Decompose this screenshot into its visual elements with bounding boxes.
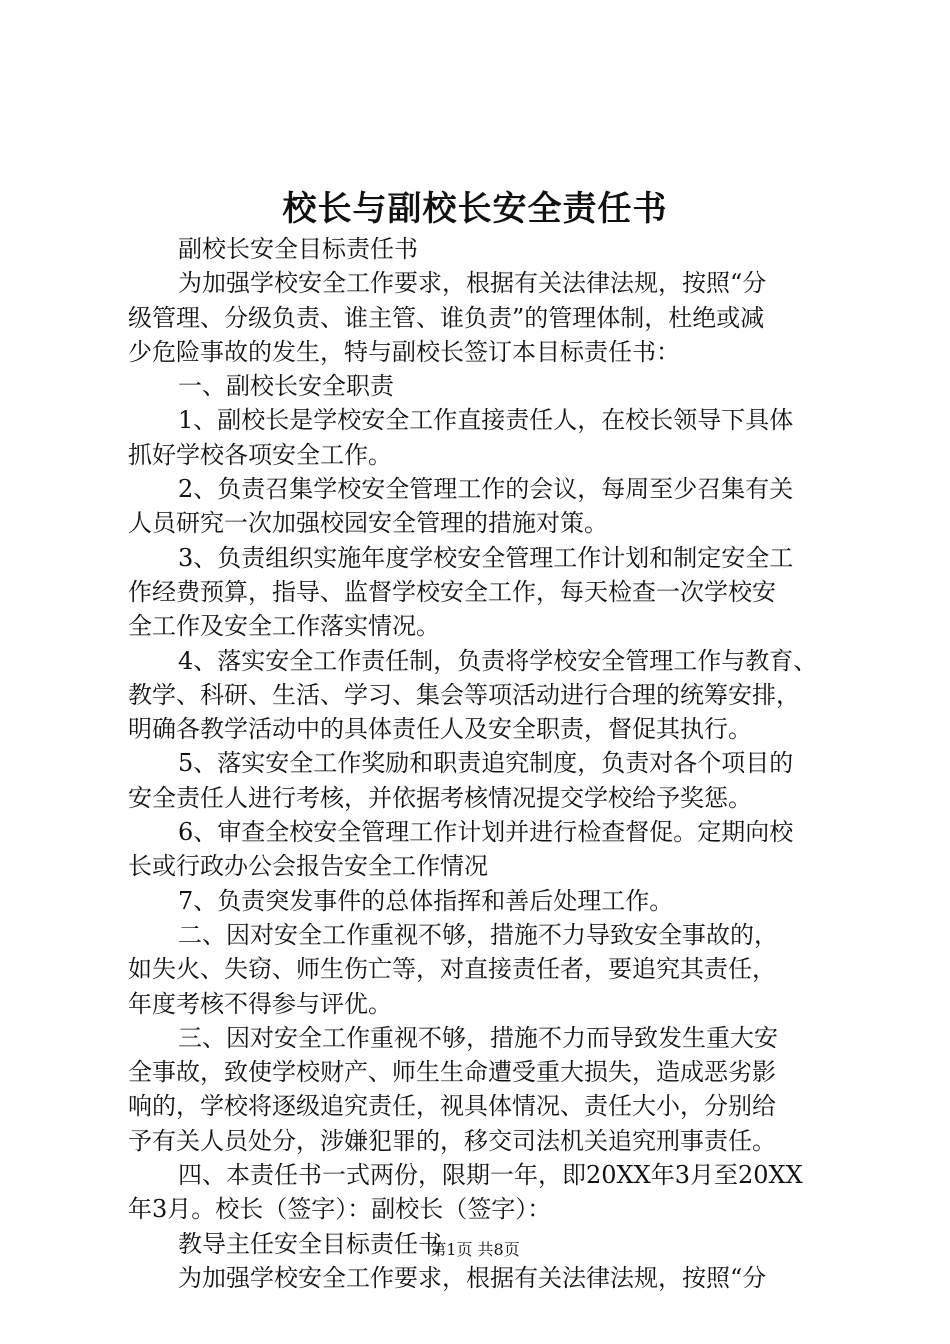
paragraph-line: 1、副校长是学校安全工作直接责任人，在校长领导下具体 <box>178 406 794 435</box>
paragraph-line: 四、本责任书一式两份，限期一年，即20XX年3月至20XX <box>178 1161 803 1190</box>
paragraph-line: 全事故，致使学校财产、师生生命遭受重大损失，造成恶劣影 <box>128 1058 776 1087</box>
paragraph-line: 为加强学校安全工作要求，根据有关法律法规，按照“分 <box>178 1263 767 1292</box>
paragraph-line: 作经费预算，指导、监督学校安全工作，每天检查一次学校安 <box>128 577 776 606</box>
paragraph-line: 7、负责突发事件的总体指挥和善后处理工作。 <box>178 886 674 915</box>
paragraph-line: 2、负责召集学校安全管理工作的会议，每周至少召集有关 <box>178 475 794 504</box>
page-number-footer: 第1页 共8页 <box>430 1240 520 1259</box>
paragraph-line: 人员研究一次加强校园安全管理的措施对策。 <box>128 509 608 538</box>
paragraph-line: 4、落实安全工作责任制，负责将学校安全管理工作与教育、 <box>178 646 818 675</box>
document-body <box>128 232 838 1295</box>
paragraph-line: 年3月。校长（签字）：副校长（签字）： <box>128 1195 552 1224</box>
paragraph-line: 级管理、分级负责、谁主管、谁负责”的管理体制，杜绝或减 <box>128 303 765 332</box>
paragraph-line: 少危险事故的发生，特与副校长签订本目标责任书： <box>128 337 680 366</box>
section-heading: 教导主任安全目标责任书 <box>178 1229 442 1258</box>
paragraph-line: 明确各教学活动中的具体责任人及安全职责，督促其执行。 <box>128 715 752 744</box>
paragraph-line: 二、因对安全工作重视不够，措施不力导致安全事故的， <box>178 920 778 949</box>
paragraph-line: 6、审查全校安全管理工作计划并进行检查督促。定期向校 <box>178 818 794 847</box>
paragraph-line: 三、因对安全工作重视不够，措施不力而导致发生重大安 <box>178 1023 778 1052</box>
paragraph-line: 3、负责组织实施年度学校安全管理工作计划和制定安全工 <box>178 543 794 572</box>
paragraph-line: 长或行政办公会报告安全工作情况 <box>128 852 488 881</box>
paragraph-line: 响的，学校将逐级追究责任，视具体情况、责任大小，分别给 <box>128 1092 776 1121</box>
section-heading: 一、副校长安全职责 <box>178 372 394 401</box>
paragraph-line: 5、落实安全工作奖励和职责追究制度，负责对各个项目的 <box>178 749 794 778</box>
paragraph-line: 教学、科研、生活、学习、集会等项活动进行合理的统筹安排， <box>128 680 800 709</box>
paragraph-line: 年度考核不得参与评优。 <box>128 989 392 1018</box>
paragraph-line: 如失火、失窃、师生伤亡等，对直接责任者，要追究其责任， <box>128 955 776 984</box>
paragraph-line: 予有关人员处分，涉嫌犯罪的，移交司法机关追究刑事责任。 <box>128 1126 776 1155</box>
paragraph-line: 抓好学校各项安全工作。 <box>128 440 392 469</box>
paragraph-line: 全工作及安全工作落实情况。 <box>128 612 440 641</box>
paragraph-line: 为加强学校安全工作要求，根据有关法律法规，按照“分 <box>178 269 767 298</box>
document-title: 校长与副校长安全责任书 <box>282 189 668 229</box>
section-heading: 副校长安全目标责任书 <box>178 235 418 263</box>
paragraph-line: 安全责任人进行考核，并依据考核情况提交学校给予奖惩。 <box>128 783 752 812</box>
